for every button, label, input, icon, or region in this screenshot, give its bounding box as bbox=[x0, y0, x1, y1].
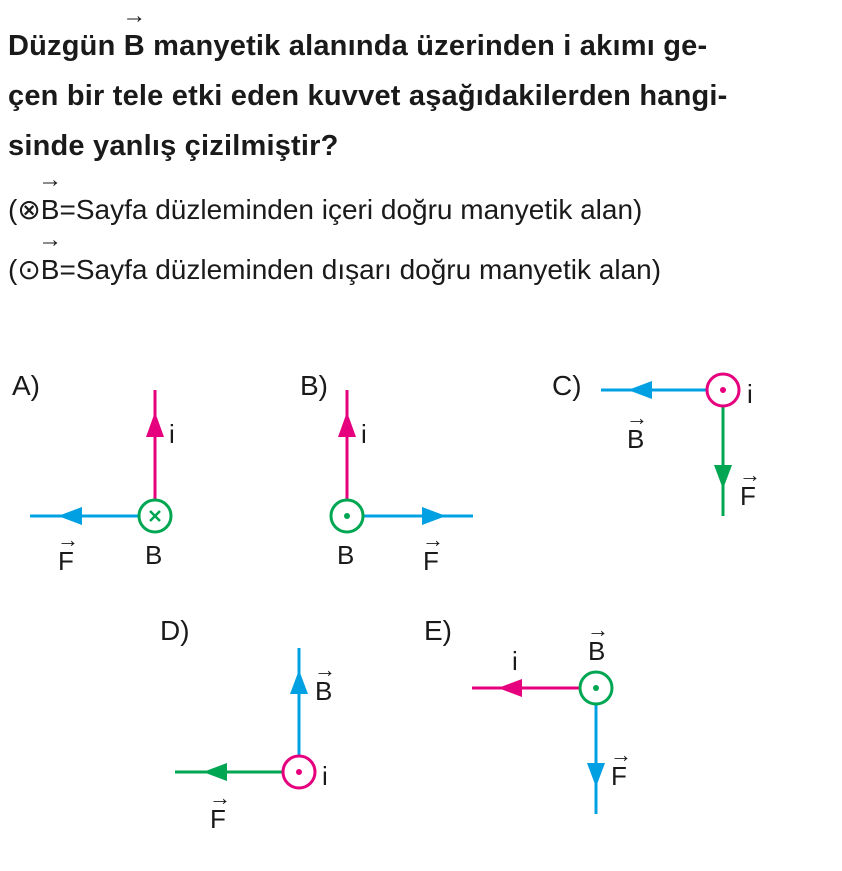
note-out-of-page-text: =Sayfa düzleminden dışarı doğru manyetik alan) bbox=[59, 254, 662, 285]
vector-b-letter: B bbox=[40, 254, 60, 285]
vector-arrow-icon: → bbox=[57, 527, 79, 552]
vector-arrow-icon: → bbox=[314, 657, 336, 682]
force-label: F bbox=[740, 481, 756, 511]
dot-mark-icon bbox=[593, 685, 599, 691]
field-label: B bbox=[315, 676, 333, 706]
vector-arrow-icon: → bbox=[739, 462, 761, 487]
option-b[interactable] bbox=[300, 370, 473, 576]
question-line-2: çen bir tele etki eden kuvvet aşağıdakilerden hangi- bbox=[8, 80, 728, 112]
question-line-3: sinde yanlış çizilmiştir? bbox=[8, 130, 339, 162]
force-label: F bbox=[58, 546, 74, 576]
vector-b-letter: B bbox=[123, 30, 145, 62]
force-label: F bbox=[611, 761, 627, 791]
force-arrow-icon bbox=[714, 465, 732, 489]
current-label: i bbox=[322, 761, 328, 791]
note-out-of-page-symbol: (⊙ bbox=[8, 254, 41, 285]
vector-arrow-icon: → bbox=[610, 742, 632, 767]
vector-b-letter: B bbox=[40, 194, 60, 225]
option-a-label: A) bbox=[12, 370, 40, 401]
current-arrow-icon bbox=[146, 412, 164, 437]
dot-mark-icon bbox=[296, 769, 302, 775]
vector-arrow-icon: → bbox=[38, 166, 63, 193]
option-c-label: C) bbox=[552, 370, 582, 401]
vector-arrow-icon: → bbox=[209, 785, 231, 810]
vector-arrow-icon: → bbox=[122, 2, 147, 29]
vector-arrow-icon: → bbox=[422, 527, 444, 552]
vector-arrow-icon: → bbox=[587, 617, 609, 642]
current-label: i bbox=[361, 419, 367, 449]
field-label: B bbox=[145, 540, 163, 570]
question-line-1-end: manyetik alanında üzerinden i akımı ge- bbox=[144, 30, 708, 62]
current-arrow-icon bbox=[498, 679, 522, 697]
force-arrow-icon bbox=[58, 507, 82, 525]
option-e[interactable] bbox=[424, 615, 632, 814]
vector-arrow-icon: → bbox=[626, 405, 648, 430]
vector-arrow-icon: → bbox=[38, 226, 63, 253]
option-c[interactable] bbox=[552, 370, 761, 516]
force-arrow-icon bbox=[203, 763, 227, 781]
force-arrow-icon bbox=[587, 763, 605, 787]
field-label: B bbox=[588, 636, 606, 666]
current-arrow-icon bbox=[338, 412, 356, 437]
current-label: i bbox=[169, 419, 175, 449]
field-label: B bbox=[627, 424, 645, 454]
option-b-label: B) bbox=[300, 370, 328, 401]
option-d-label: D) bbox=[160, 615, 190, 646]
note-into-page-symbol: (⊗ bbox=[8, 194, 41, 225]
question-line-1-start: Düzgün bbox=[8, 30, 124, 62]
field-arrow-icon bbox=[628, 381, 652, 399]
current-label: i bbox=[512, 646, 518, 676]
field-arrow-icon bbox=[290, 670, 308, 694]
force-arrow-icon bbox=[422, 507, 446, 525]
option-e-label: E) bbox=[424, 615, 452, 646]
force-label: F bbox=[210, 804, 226, 834]
current-label: i bbox=[747, 379, 753, 409]
dot-mark-icon bbox=[344, 513, 350, 519]
dot-mark-icon bbox=[720, 387, 726, 393]
field-label: B bbox=[337, 540, 355, 570]
note-into-page-text: =Sayfa düzleminden içeri doğru manyetik alan) bbox=[59, 194, 643, 225]
option-a[interactable] bbox=[12, 370, 175, 576]
option-d[interactable] bbox=[160, 615, 336, 834]
force-label: F bbox=[423, 546, 439, 576]
